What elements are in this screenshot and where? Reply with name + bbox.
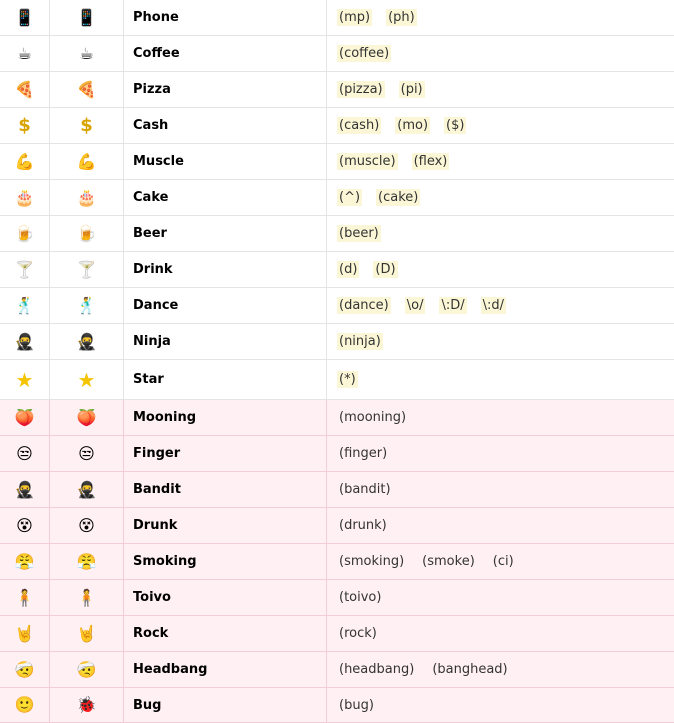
shortcut-code: \:d/ — [482, 298, 505, 313]
shortcut-codes — [327, 144, 674, 179]
icon-cell-animated — [50, 360, 124, 399]
pizza-icon: 🍕 — [14, 79, 35, 99]
cash-icon: $ — [80, 114, 93, 136]
shortcut-code: (rock) — [339, 626, 377, 641]
shortcut-code: (d) — [339, 262, 358, 277]
icon-cell-animated — [50, 652, 124, 687]
shortcut-codes — [327, 0, 674, 35]
shortcut-code: (ninja) — [339, 334, 381, 349]
phone-icon: 📱 — [14, 7, 35, 27]
cake-icon: 🎂 — [76, 187, 97, 207]
table-row — [0, 688, 674, 723]
shortcut-code: (pi) — [400, 82, 423, 97]
icon-cell-small — [0, 216, 50, 251]
bug-icon: 🙂 — [14, 695, 35, 714]
icon-cell-small — [0, 616, 50, 651]
icon-cell-small — [0, 324, 50, 359]
emoticon-name: Star — [124, 360, 327, 399]
shortcut-code: (beer) — [339, 226, 379, 241]
ninja-icon: 🥷 — [14, 331, 35, 351]
emoticon-name: Bandit — [124, 472, 327, 507]
shortcut-codes — [327, 616, 674, 651]
icon-cell-animated — [50, 688, 124, 722]
bug-icon: 🐞 — [76, 695, 97, 714]
drunk-icon: 😵 — [16, 515, 33, 535]
pizza-icon: 🍕 — [76, 79, 97, 99]
finger-icon: 😒 — [78, 443, 95, 463]
table-row — [0, 288, 674, 324]
emoticon-name: Ninja — [124, 324, 327, 359]
emoticon-name: Smoking — [124, 544, 327, 579]
table-row — [0, 216, 674, 252]
icon-cell-animated — [50, 508, 124, 543]
shortcut-code: (dance) — [339, 298, 389, 313]
shortcut-code: (smoking) — [339, 554, 405, 569]
phone-icon: 📱 — [76, 7, 97, 27]
icon-cell-animated — [50, 324, 124, 359]
emoticon-name: Muscle — [124, 144, 327, 179]
shortcut-code: \:D/ — [441, 298, 465, 313]
emoticon-name: Headbang — [124, 652, 327, 687]
emoticon-name: Rock — [124, 616, 327, 651]
shortcut-codes — [327, 108, 674, 143]
bandit-icon: 🥷 — [76, 479, 97, 499]
icon-cell-animated — [50, 580, 124, 615]
shortcut-code: (cash) — [339, 118, 380, 133]
star-icon: ★ — [15, 367, 34, 392]
shortcut-code: (toivo) — [339, 590, 382, 605]
icon-cell-small — [0, 252, 50, 287]
table-row — [0, 144, 674, 180]
table-row — [0, 652, 674, 688]
icon-cell-small — [0, 508, 50, 543]
icon-cell-animated — [50, 288, 124, 323]
icon-cell-animated — [50, 544, 124, 579]
icon-cell-small — [0, 436, 50, 471]
smoking-icon: 😤 — [14, 551, 35, 571]
shortcut-codes — [327, 580, 674, 615]
icon-cell-small — [0, 400, 50, 435]
shortcut-code: \o/ — [406, 298, 424, 313]
shortcut-codes — [327, 324, 674, 359]
emoticon-name: Finger — [124, 436, 327, 471]
table-row — [0, 180, 674, 216]
drunk-icon: 😵 — [78, 515, 95, 535]
headbang-icon: 🤕 — [14, 659, 35, 679]
shortcut-codes — [327, 544, 674, 579]
emoticon-name: Cake — [124, 180, 327, 215]
mooning-icon: 🍑 — [14, 407, 35, 427]
shortcut-codes — [327, 36, 674, 71]
icon-cell-small — [0, 108, 50, 143]
rock-icon: 🤘 — [76, 623, 97, 643]
coffee-icon: ☕ — [17, 43, 32, 63]
icon-cell-animated — [50, 616, 124, 651]
table-row — [0, 544, 674, 580]
shortcut-code: (bandit) — [339, 482, 391, 497]
icon-cell-animated — [50, 0, 124, 35]
toivo-icon: 🧍 — [76, 587, 97, 607]
table-row — [0, 108, 674, 144]
table-row — [0, 36, 674, 72]
shortcut-codes — [327, 688, 674, 722]
cake-icon: 🎂 — [14, 187, 35, 207]
emoticon-name: Pizza — [124, 72, 327, 107]
table-row — [0, 0, 674, 36]
icon-cell-animated — [50, 400, 124, 435]
dance-icon: 🕺 — [14, 295, 35, 315]
emoticon-name: Bug — [124, 688, 327, 722]
cash-icon: $ — [18, 114, 31, 136]
icon-cell-small — [0, 544, 50, 579]
shortcut-code: (mo) — [397, 118, 429, 133]
smoking-icon: 😤 — [76, 551, 97, 571]
ninja-icon: 🥷 — [76, 331, 97, 351]
shortcut-codes — [327, 180, 674, 215]
shortcut-code: ($) — [446, 118, 465, 133]
shortcut-code: (banghead) — [432, 662, 508, 677]
shortcut-code: (flex) — [413, 154, 448, 169]
emoticon-name: Cash — [124, 108, 327, 143]
table-row — [0, 616, 674, 652]
table-row — [0, 580, 674, 616]
icon-cell-small — [0, 288, 50, 323]
dance-icon: 🕺 — [76, 295, 97, 315]
headbang-icon: 🤕 — [76, 659, 97, 679]
shortcut-codes — [327, 652, 674, 687]
shortcut-codes — [327, 216, 674, 251]
shortcut-code: (pizza) — [339, 82, 383, 97]
shortcut-codes — [327, 472, 674, 507]
muscle-icon: 💪 — [14, 151, 35, 171]
icon-cell-small — [0, 72, 50, 107]
star-icon: ★ — [77, 367, 96, 392]
icon-cell-small — [0, 180, 50, 215]
mooning-icon: 🍑 — [76, 407, 97, 427]
shortcut-code: (headbang) — [339, 662, 415, 677]
emoticon-name: Drink — [124, 252, 327, 287]
table-row — [0, 436, 674, 472]
bandit-icon: 🥷 — [14, 479, 35, 499]
icon-cell-animated — [50, 36, 124, 71]
emoticon-name: Dance — [124, 288, 327, 323]
shortcut-code: (^) — [339, 190, 361, 205]
emoticon-name: Phone — [124, 0, 327, 35]
shortcut-code: (smoke) — [422, 554, 475, 569]
table-row — [0, 508, 674, 544]
icon-cell-animated — [50, 252, 124, 287]
icon-cell-animated — [50, 144, 124, 179]
icon-cell-animated — [50, 216, 124, 251]
beer-icon: 🍺 — [14, 223, 35, 243]
table-row — [0, 360, 674, 400]
icon-cell-animated — [50, 108, 124, 143]
table-row — [0, 472, 674, 508]
emoticon-name: Mooning — [124, 400, 327, 435]
shortcut-codes — [327, 360, 674, 399]
emoticon-name: Beer — [124, 216, 327, 251]
icon-cell-small — [0, 0, 50, 35]
table-row — [0, 252, 674, 288]
rock-icon: 🤘 — [14, 623, 35, 643]
shortcut-code: (bug) — [339, 697, 374, 713]
table-row — [0, 400, 674, 436]
shortcut-codes — [327, 400, 674, 435]
shortcut-code: (cake) — [378, 190, 419, 205]
shortcut-codes — [327, 252, 674, 287]
shortcut-codes — [327, 288, 674, 323]
beer-icon: 🍺 — [76, 223, 97, 243]
icon-cell-small — [0, 144, 50, 179]
drink-icon: 🍸 — [14, 259, 35, 279]
shortcut-code: (mooning) — [339, 410, 407, 425]
shortcut-codes — [327, 508, 674, 543]
muscle-icon: 💪 — [76, 151, 97, 171]
coffee-icon: ☕ — [79, 43, 94, 63]
shortcut-code: (mp) — [339, 10, 371, 25]
emoticon-name: Coffee — [124, 36, 327, 71]
emoticon-name: Drunk — [124, 508, 327, 543]
shortcut-codes — [327, 72, 674, 107]
icon-cell-animated — [50, 436, 124, 471]
shortcut-code: (muscle) — [339, 154, 396, 169]
shortcut-code: (drunk) — [339, 518, 387, 533]
icon-cell-small — [0, 688, 50, 722]
icon-cell-animated — [50, 472, 124, 507]
finger-icon: 😒 — [16, 443, 33, 463]
shortcut-codes — [327, 436, 674, 471]
icon-cell-small — [0, 472, 50, 507]
drink-icon: 🍸 — [76, 259, 97, 279]
emoticon-name: Toivo — [124, 580, 327, 615]
shortcut-code: (*) — [339, 372, 356, 387]
icon-cell-animated — [50, 180, 124, 215]
shortcut-code: (ci) — [492, 554, 514, 569]
icon-cell-small — [0, 360, 50, 399]
shortcut-code: (finger) — [339, 446, 388, 461]
shortcut-code: (ph) — [388, 10, 415, 25]
table-row — [0, 324, 674, 360]
icon-cell-small — [0, 652, 50, 687]
shortcut-code: (coffee) — [339, 46, 390, 61]
toivo-icon: 🧍 — [14, 587, 35, 607]
icon-cell-animated — [50, 72, 124, 107]
shortcut-code: (D) — [375, 262, 396, 277]
icon-cell-small — [0, 36, 50, 71]
table-row — [0, 72, 674, 108]
icon-cell-small — [0, 580, 50, 615]
